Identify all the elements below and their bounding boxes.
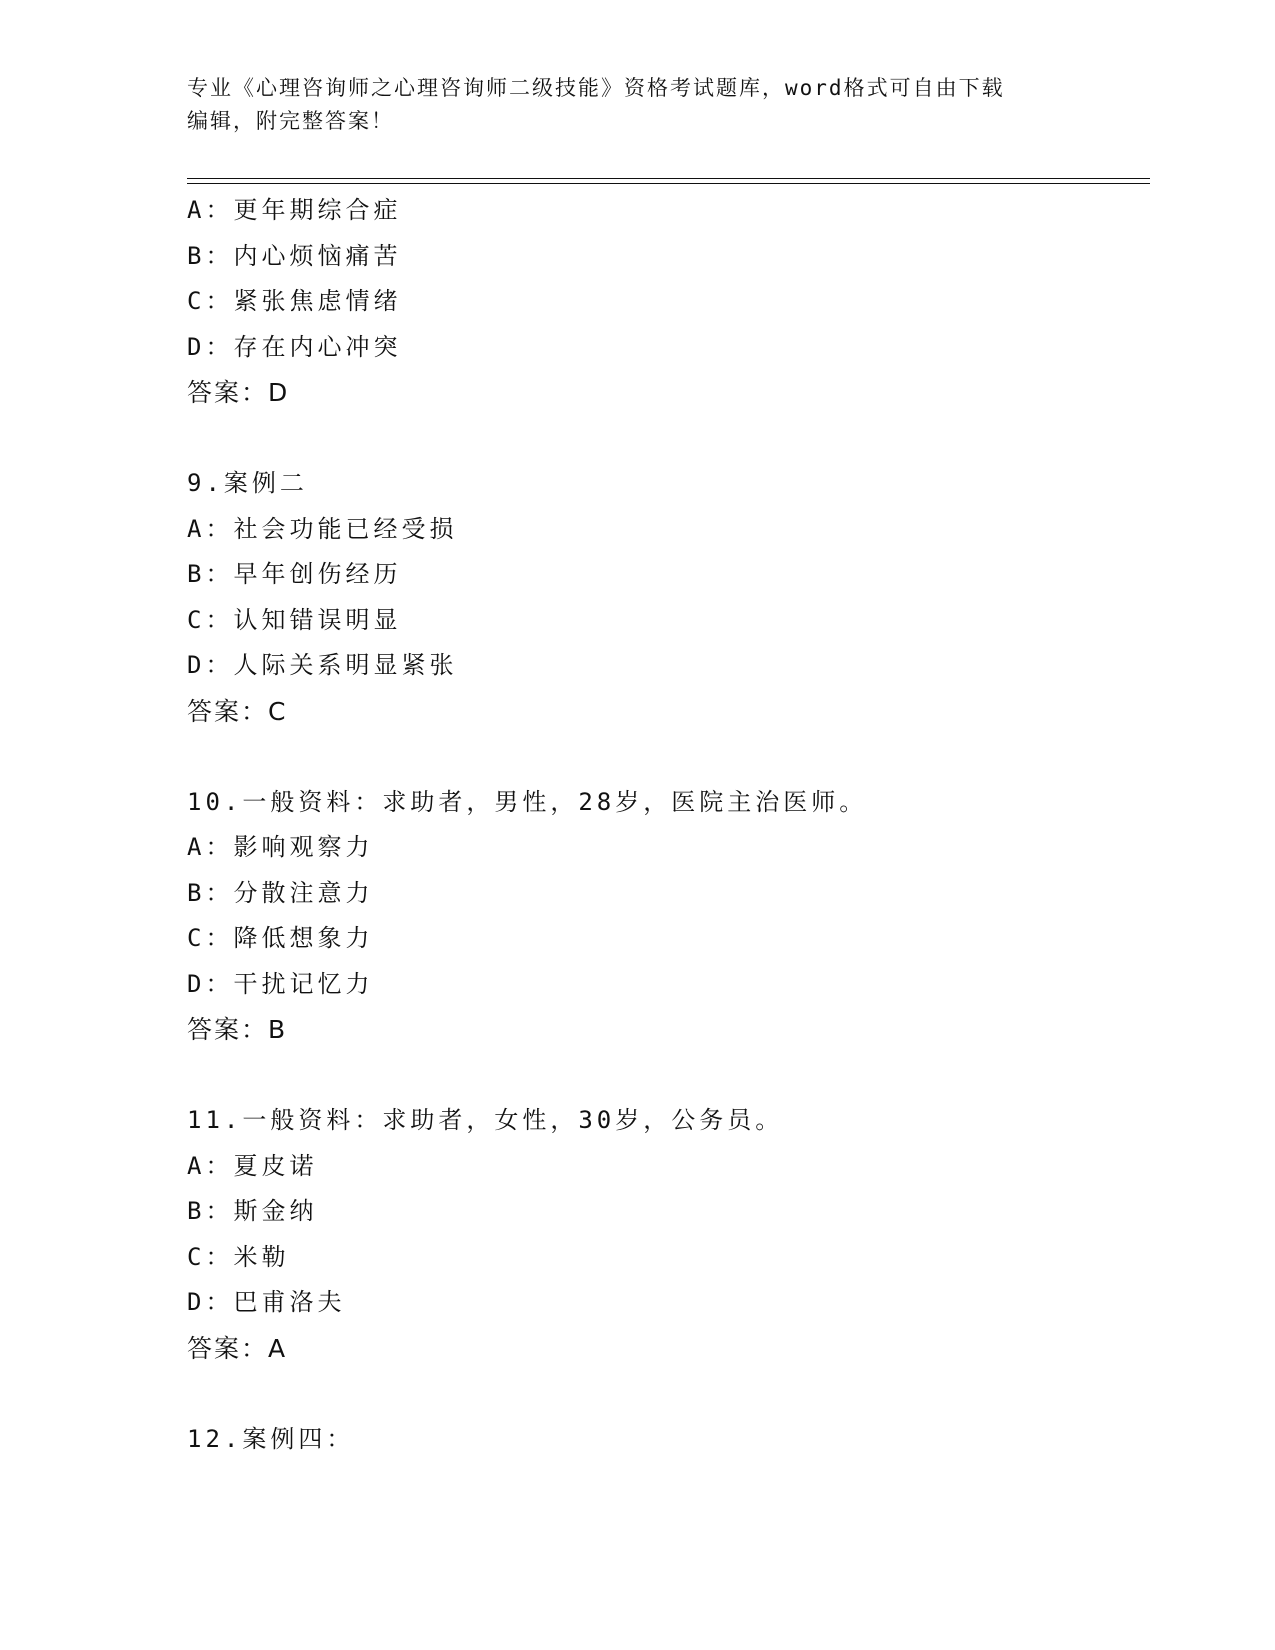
option-d: D：巴甫洛夫	[187, 1288, 346, 1316]
question-block	[187, 1417, 1147, 1463]
question-block	[187, 780, 1147, 1053]
option-a: A：夏皮诺	[187, 1151, 318, 1180]
header-divider-bottom	[187, 183, 1150, 184]
option-c: C：认知错误明显	[187, 605, 402, 634]
option-b: B：内心烦恼痛苦	[187, 241, 402, 270]
option-b: B：斯金纳	[187, 1197, 318, 1225]
option-c: C：米勒	[187, 1242, 290, 1271]
option-a: A：更年期综合症	[187, 196, 402, 224]
question-block	[187, 188, 1147, 416]
option-d: D：人际关系明显紧张	[187, 651, 458, 679]
question-title: 10.一般资料：求助者，男性，28岁，医院主治医师。	[187, 787, 868, 816]
option-a: A：影响观察力	[187, 833, 374, 861]
option-c: C：紧张焦虑情绪	[187, 287, 402, 315]
question-title: 11.一般资料：求助者，女性，30岁，公务员。	[187, 1106, 784, 1134]
question-title: 9.案例二	[187, 469, 308, 497]
answer-line: 答案：C	[187, 696, 288, 726]
option-b: B：早年创伤经历	[187, 560, 402, 588]
option-b: B：分散注意力	[187, 878, 374, 907]
header-line-1: 专业《心理咨询师之心理咨询师二级技能》资格考试题库，word格式可自由下载	[187, 76, 1005, 100]
answer-line: 答案：A	[187, 1333, 288, 1363]
header-divider-top	[187, 178, 1150, 179]
spacer	[187, 416, 1147, 462]
document-header	[187, 72, 1087, 138]
question-title: 12.案例四：	[187, 1424, 355, 1453]
question-list	[187, 188, 1147, 1462]
spacer	[187, 1053, 1147, 1099]
spacer	[187, 1371, 1147, 1417]
option-d: D：存在内心冲突	[187, 332, 402, 361]
answer-line: 答案：D	[187, 378, 290, 407]
header-line-2: 编辑，附完整答案！	[187, 109, 394, 133]
option-c: C：降低想象力	[187, 924, 374, 952]
option-d: D：干扰记忆力	[187, 969, 374, 998]
spacer	[187, 734, 1147, 780]
question-block	[187, 1098, 1147, 1371]
option-a: A：社会功能已经受损	[187, 514, 458, 543]
answer-line: 答案：B	[187, 1015, 288, 1044]
question-block	[187, 461, 1147, 734]
